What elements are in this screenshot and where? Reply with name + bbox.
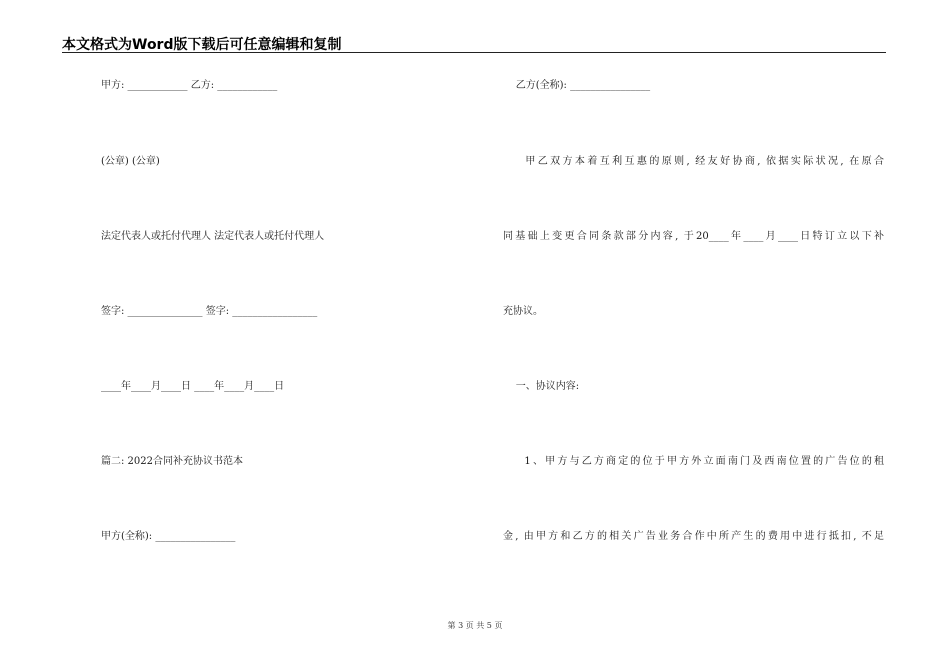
right-line-party-b-fullname: 乙方(全称): ________________ xyxy=(503,80,651,91)
document-header-title: 本文格式为Word版下载后可任意编辑和复制 xyxy=(62,37,342,53)
left-line-section-heading: 篇二: 2022合同补充协议书范本 xyxy=(101,456,243,467)
right-line-preamble-2: 同基础上变更合同条款部分内容, 于20____年____月____日特订立以下补 xyxy=(503,231,884,242)
header-divider xyxy=(62,52,886,53)
left-line-representative: 法定代表人或托付代理人 法定代表人或托付代理人 xyxy=(101,231,325,242)
right-line-clause-1: 1、甲方与乙方商定的位于甲方外立面南门及西南位置的广告位的租 xyxy=(503,456,884,467)
left-line-party-a-b: 甲方: ____________ 乙方: ____________ xyxy=(101,80,278,91)
page-number-footer: 第 3 页 共 5 页 xyxy=(447,621,503,630)
left-line-date: ____年____月____日 ____年____月____日 xyxy=(101,381,285,392)
right-line-preamble-1: 甲乙双方本着互利互惠的原则, 经友好协商, 依据实际状况, 在原合 xyxy=(503,156,884,167)
right-line-agreement-heading: 一、协议内容: xyxy=(503,381,580,392)
left-line-seal: (公章) (公章) xyxy=(101,156,160,167)
right-line-preamble-3: 充协议。 xyxy=(503,306,543,317)
right-line-clause-1-cont: 金, 由甲方和乙方的相关广告业务合作中所产生的费用中进行抵扣, 不足 xyxy=(503,531,884,542)
left-line-signature: 签字: _______________ 签字: _________________ xyxy=(101,306,318,317)
left-line-party-a-fullname: 甲方(全称): ________________ xyxy=(101,531,236,542)
